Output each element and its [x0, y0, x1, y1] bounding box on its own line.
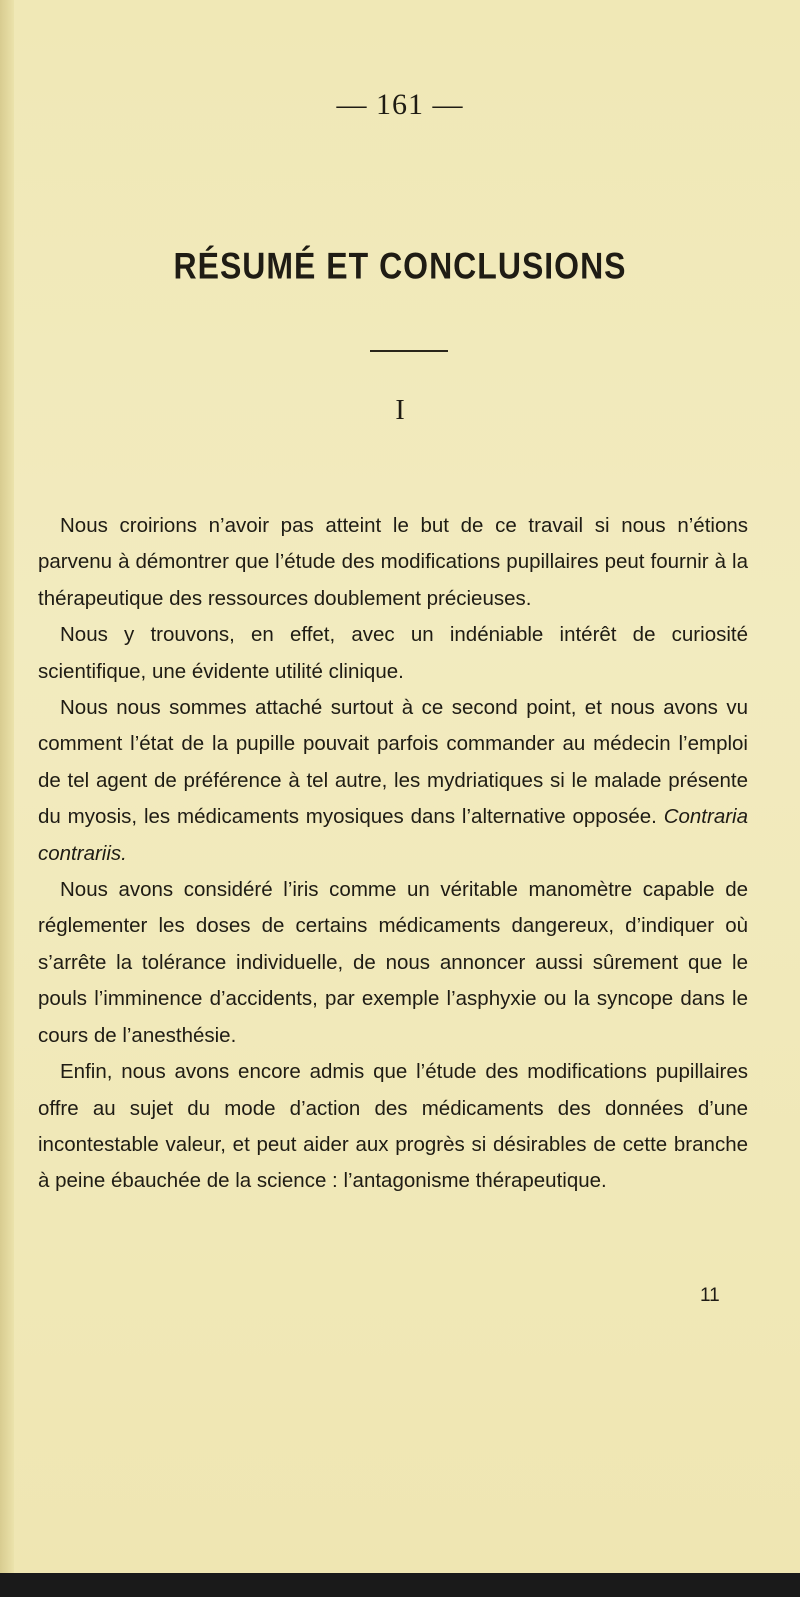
page-binding-edge	[0, 0, 14, 1597]
section-number: I	[395, 395, 405, 426]
paragraph	[38, 508, 748, 617]
latin-phrase: Contraria contrariis.	[38, 805, 748, 865]
paragraph-text: Nous nous sommes attaché surtout à ce second point, et nous avons vu comment l’état de la pupille pouvait parfois commander au médecin l’emploi de tel agent de préférence à tel autre, les mydriatiques si le malade présente du myosis, les médicaments myosiques dans l’alternative opposée.	[38, 696, 748, 829]
paragraph	[38, 872, 748, 1054]
paragraph-text: Nous avons considéré l’iris comme un véritable manomètre capable de réglementer les doses de certains médicaments dangereux, d’indiquer où s’arrête la tolérance individuelle, de nous annoncer aussi sûrement que le pouls l’imminence d’accidents, par exemple l’asphyxie ou la syncope dans le cours de l’anesthésie.	[38, 878, 748, 1047]
paragraph-text: Nous y trouvons, en effet, avec un indéniable intérêt de curiosité scientifique, une évidente utilité clinique.	[38, 623, 748, 683]
paragraph-text: Nous croirions n’avoir pas atteint le but de ce travail si nous n’étions parvenu à démontrer que l’étude des modifications pupillaires peut fournir à la thérapeutique des ressources doublement précieuses.	[38, 514, 748, 610]
body-text	[38, 508, 748, 1200]
paragraph	[38, 1054, 748, 1200]
paragraph	[38, 690, 748, 872]
page-number: — 161 —	[336, 88, 464, 121]
chapter-heading: RÉSUMÉ ET CONCLUSIONS	[173, 245, 627, 287]
paragraph-text: Enfin, nous avons encore admis que l’étude des modifications pupillaires offre au sujet du mode d’action des médicaments des données d’une incontestable valeur, et peut aider aux progrès si désirables de cette branche à peine ébauchée de la science : l’antagonisme thérapeutique.	[38, 1060, 748, 1193]
scan-bottom-edge	[0, 1573, 800, 1597]
signature-mark: 11	[700, 1285, 720, 1306]
paragraph	[38, 617, 748, 690]
heading-rule	[370, 350, 448, 352]
